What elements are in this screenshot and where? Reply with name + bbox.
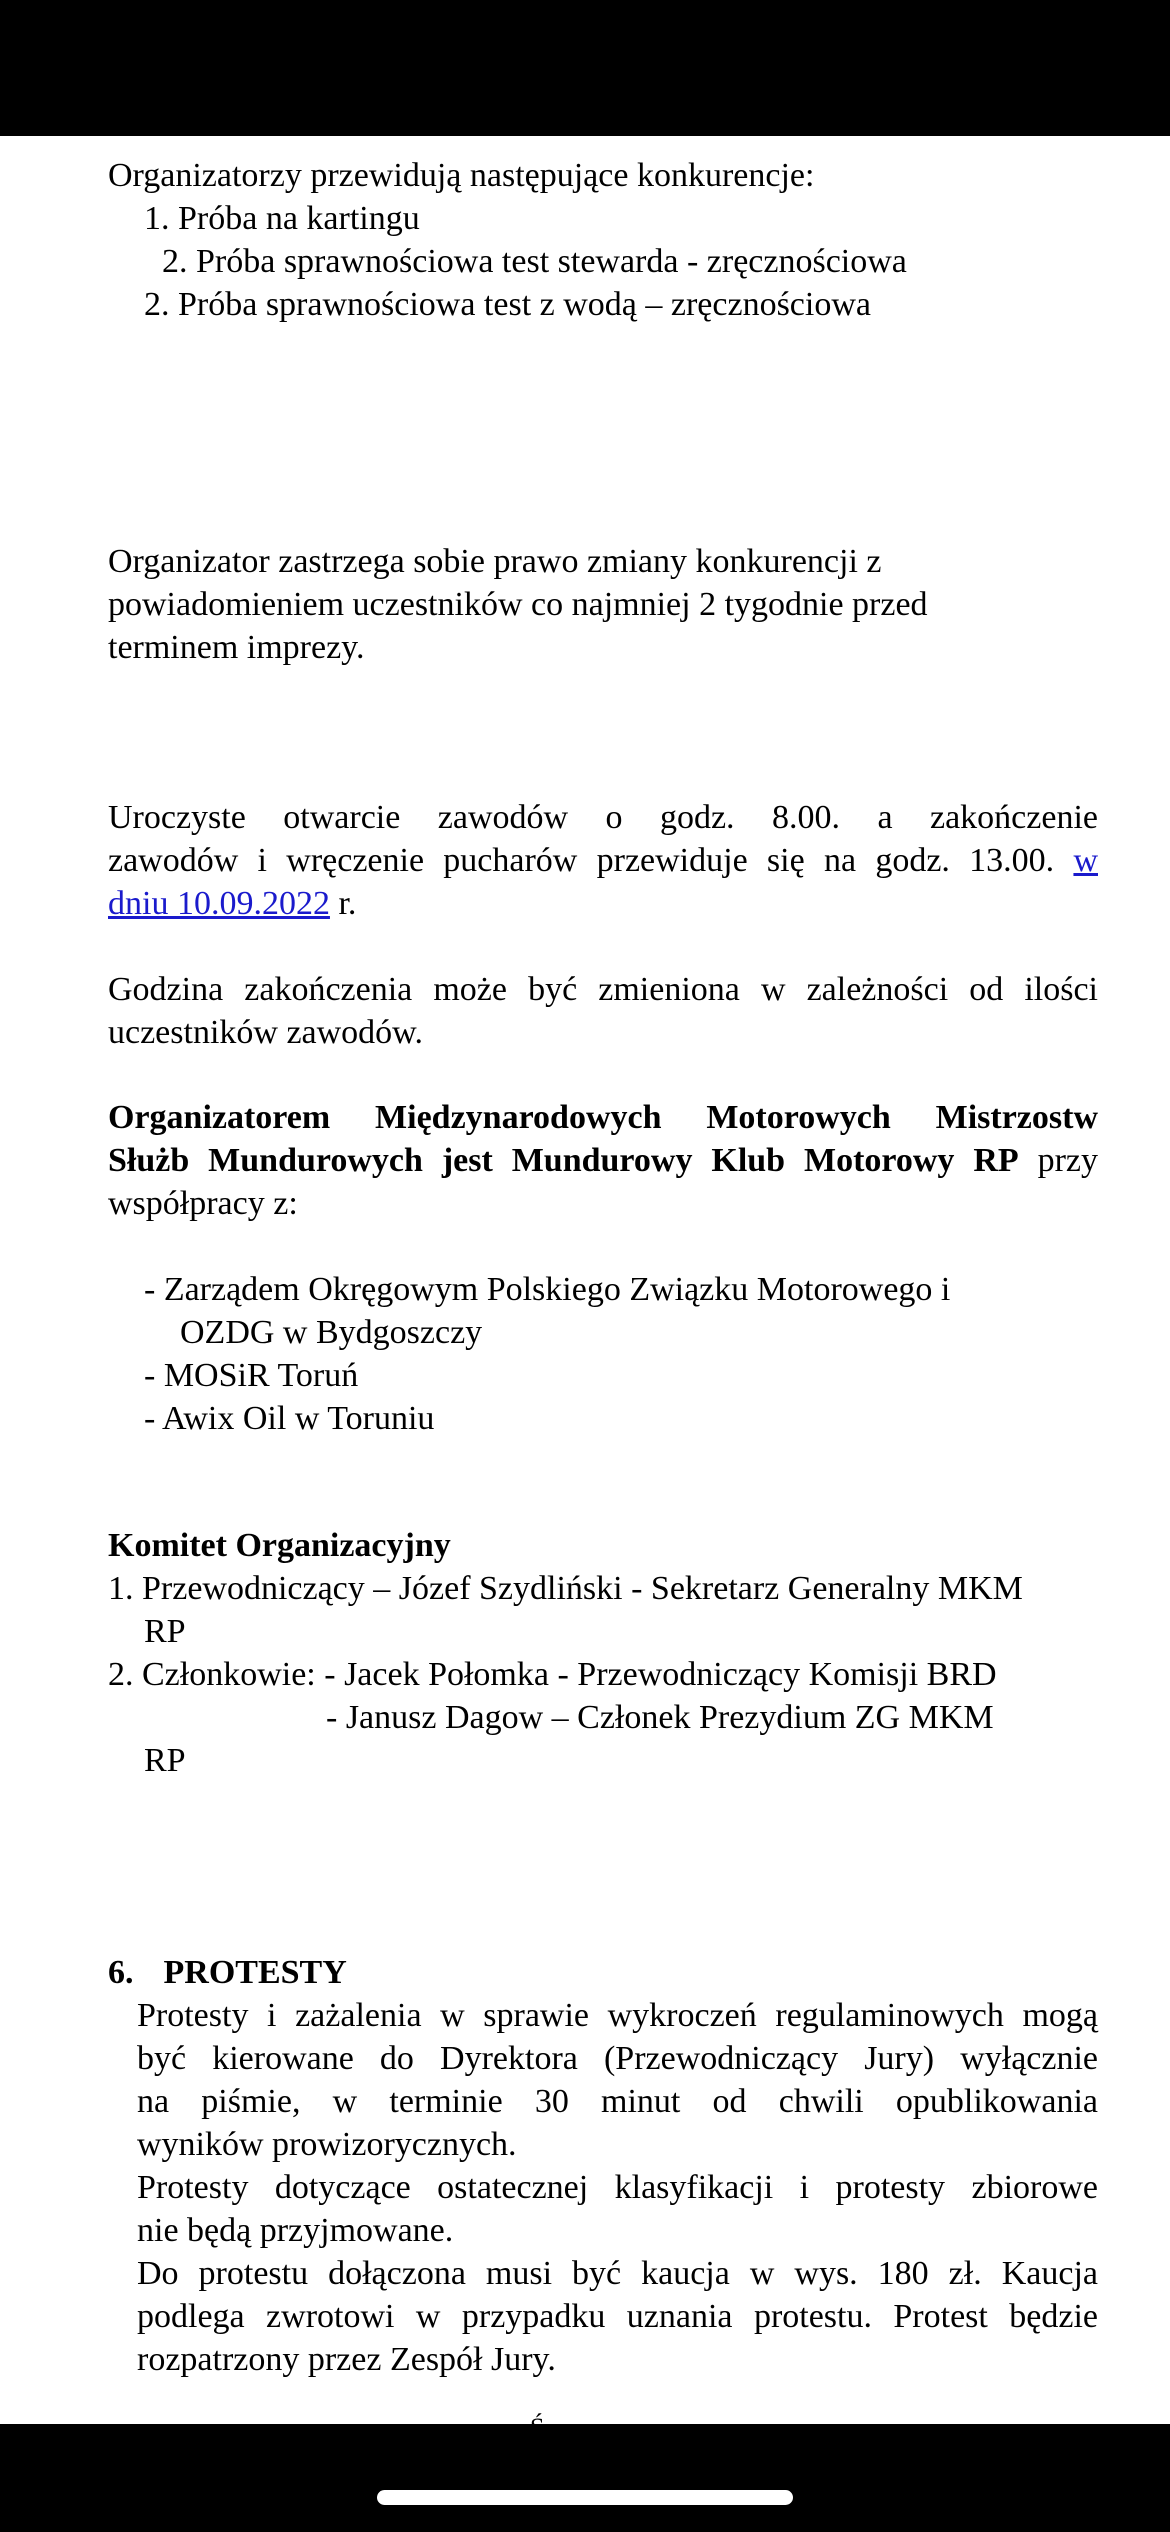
partner-item-1: - Zarządem Okręgowym Polskiego Związku Motorowego i: [144, 1271, 951, 1308]
competition-item-2: 2. Próba sprawnościowa test stewarda - zręcznościowa: [162, 243, 907, 280]
committee-heading: Komitet Organizacyjny: [108, 1527, 451, 1564]
committee-member-2: - Janusz Dagow – Członek Prezydium ZG MKM: [326, 1699, 994, 1736]
protests-line-8: podlega zwrotowi w przypadku uznania protestu. Protest będzie: [137, 2298, 1098, 2335]
protests-line-7: Do protestu dołączona musi być kaucja w wys. 180 zł. Kaucja: [137, 2255, 1098, 2292]
protests-line-4: wyników prowizorycznych.: [137, 2126, 517, 2163]
partner-item-3: - Awix Oil w Toruniu: [144, 1400, 435, 1437]
date-link-continued[interactable]: dniu 10.09.2022: [108, 885, 330, 922]
competition-item-3: 2. Próba sprawnościowa test z wodą – zręcznościowa: [144, 286, 871, 323]
protests-line-3: na piśmie, w terminie 30 minut od chwili opublikowania: [137, 2083, 1098, 2120]
organizer-line-1: Organizatorem Międzynarodowych Motorowych Mistrzostw: [108, 1099, 1098, 1136]
reservation-line-3: terminem imprezy.: [108, 629, 365, 666]
bottom-bar: [0, 2424, 1170, 2532]
organizer-line-2: Służb Mundurowych jest Mundurowy Klub Motorowy RP przy: [108, 1142, 1098, 1179]
protests-line-6: nie będą przyjmowane.: [137, 2212, 454, 2249]
opening-line-2: zawodów i wręczenie pucharów przewiduje się na godz. 13.00. w: [108, 842, 1098, 879]
home-indicator[interactable]: [377, 2490, 793, 2505]
competition-item-1: 1. Próba na kartingu: [144, 200, 420, 237]
partner-item-2: - MOSiR Toruń: [144, 1357, 359, 1394]
protests-line-1: Protesty i zażalenia w sprawie wykroczeń regulaminowych mogą: [137, 1997, 1098, 2034]
organizer-line-3: współpracy z:: [108, 1185, 298, 1222]
date-link[interactable]: w: [1073, 842, 1098, 879]
partner-item-1-cont: OZDG w Bydgoszczy: [180, 1314, 483, 1351]
opening-line-1: Uroczyste otwarcie zawodów o godz. 8.00. a zakończenie: [108, 799, 1098, 836]
committee-member-2-cont: RP: [144, 1742, 186, 1779]
protests-line-5: Protesty dotyczące ostatecznej klasyfikacji i protesty zbiorowe: [137, 2169, 1098, 2206]
protests-line-2: być kierowane do Dyrektora (Przewodniczący Jury) wyłącznie: [137, 2040, 1098, 2077]
end-time-line-1: Godzina zakończenia może być zmieniona w zależności od ilości: [108, 971, 1098, 1008]
reservation-line-2: powiadomieniem uczestników co najmniej 2 tygodnie przed: [108, 586, 928, 623]
protests-line-9: rozpatrzony przez Zespół Jury.: [137, 2341, 556, 2378]
committee-chair: 1. Przewodniczący – Józef Szydliński - Sekretarz Generalny MKM: [108, 1570, 1023, 1607]
reservation-line-1: Organizator zastrzega sobie prawo zmiany konkurencji z: [108, 543, 882, 580]
committee-chair-cont: RP: [144, 1613, 186, 1650]
end-time-line-2: uczestników zawodów.: [108, 1014, 424, 1051]
committee-members: 2. Członkowie: - Jacek Połomka - Przewodniczący Komisji BRD: [108, 1656, 997, 1693]
opening-line-3: dniu 10.09.2022 r.: [108, 885, 357, 922]
competitions-intro: Organizatorzy przewidują następujące konkurencje:: [108, 157, 815, 194]
section-heading-protests: 6. PROTESTY: [108, 1954, 347, 1991]
